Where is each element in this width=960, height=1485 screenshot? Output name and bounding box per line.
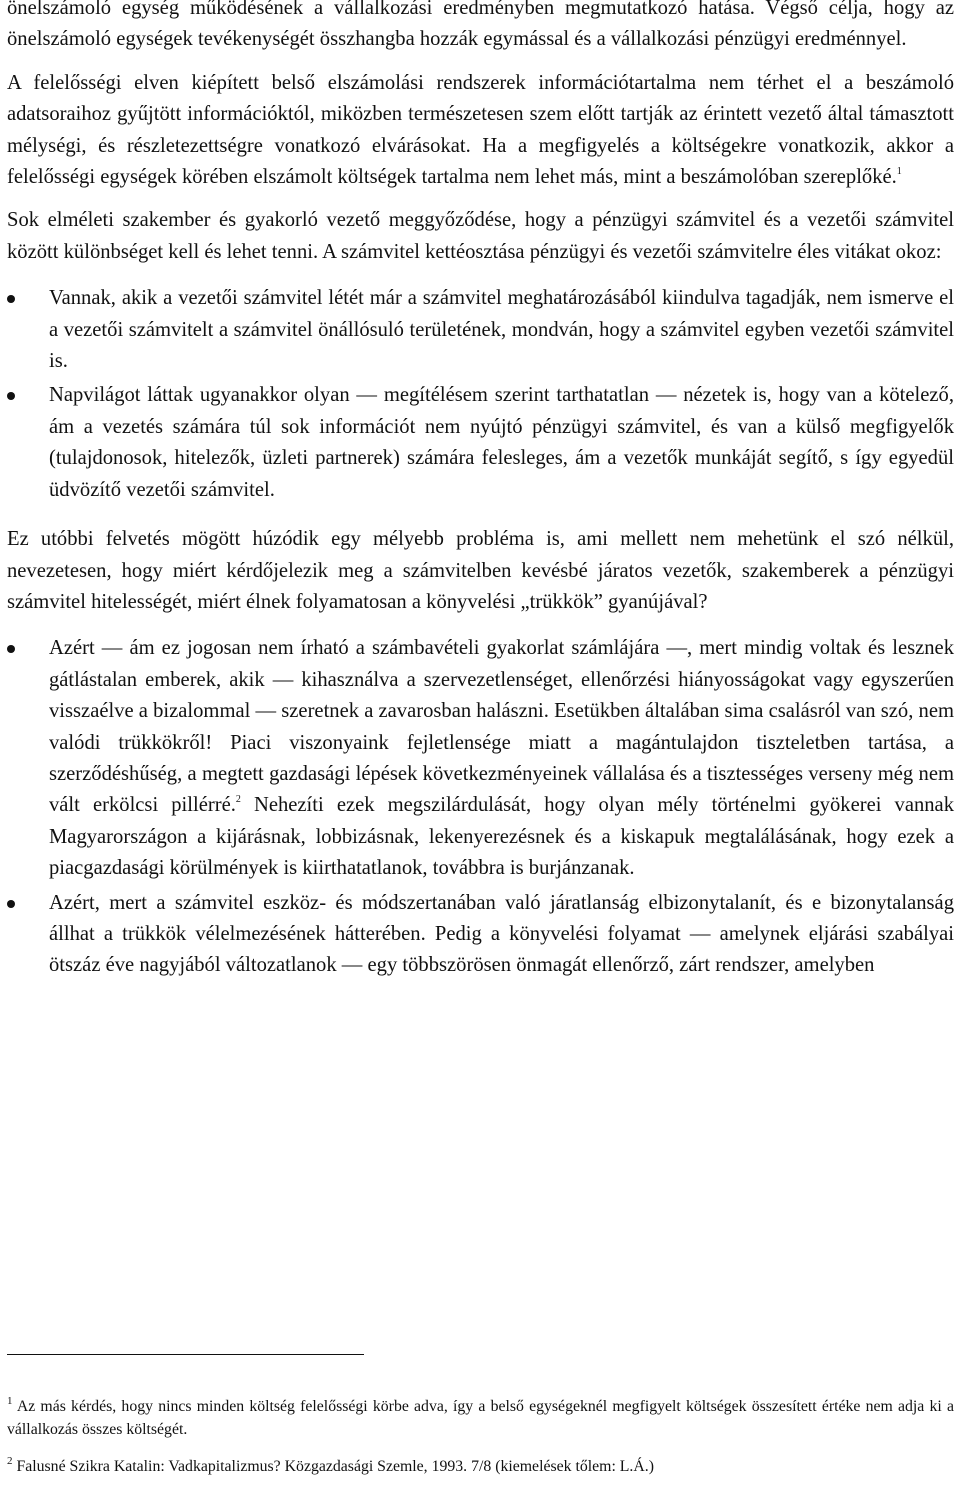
list-item <box>7 888 954 982</box>
footnotes <box>7 1395 954 1478</box>
paragraph-text: A felelősségi elven kiépített belső elszámolási rendszerek információtartalma nem térhet el a beszámoló adatsoraihoz gyűjtött információktól, miközben természetesen szem előtt tartják az érintett vezető által támasztott mélységi, és részletezettségre vonatkozó elvárásokat. Ha a megfigyelés a költségekre vonatkozik, akkor a felelősségi egységek körében elszámolt költségek tartalma nem lehet más, mint a beszámolóban szereplőké. <box>7 71 954 189</box>
list-item-text: Azért, mert a számvitel eszköz- és módszertanában való járatlanság elbizonytalanít, és e bizonytalanság állhat a trükkök vélelmezésének hátterében. Pedig a könyvelési folyamat — amelynek eljárási szabályai ötszáz éve nagyjából változatlanok — egy többszörösen önmagát ellenőrző, zárt rendszer, amelyben <box>49 891 954 977</box>
paragraph-intro: önelszámoló egység működésének a vállalkozási eredményben megmutatkozó hatása. Végső célja, hogy az önelszámoló egységek tevékenységét összhangba hozzák egymással és a vállalkozási pénzügyi eredménnyel. <box>7 0 954 51</box>
bullet-list-views <box>7 283 954 506</box>
list-item-text: Azért — ám ez jogosan nem írható a számbavételi gyakorlat számlájára —, mert mindig voltak és lesznek gátlástalan emberek, akik — kihasználva a szervezetlenséget, ellenőrzési hiányosságokat vagy egyszerűen visszaélve a bizalommal — szeretnek a zavarosban halászni. Esetükben általában sima csalásról van szó, nem valódi trükkökről! Piaci viszonyaink fejletlensége miatt a magántulajdon tiszteletben tartása, a szerződéshűség, a megtett gazdasági lépések következményeinek vállalása és a tisztességes verseny még nem vált erkölcsi pillérré. <box>49 637 954 817</box>
list-item <box>7 283 954 377</box>
footnote-1 <box>7 1395 954 1441</box>
bullet-list-reasons <box>7 633 954 981</box>
footnote-ref-2[interactable]: 2 <box>235 794 241 806</box>
list-item-text: Napvilágot láttak ugyanakkor olyan — megítélésem szerint tarthatatlan — nézetek is, hogy van a kötelező, ám a vezetés számára túl sok információt nem nyújtó pénzügyi számvitel, és van a külső megfigyelők (tulajdonosok, hitelezők, üzleti partnerek) számára felesleges, ám a vezetők munkáját segítő, s így egyedül üdvözítő vezetői számvitel. <box>49 384 954 501</box>
paragraph-problem: Ez utóbbi felvetés mögött húzódik egy mélyebb probléma is, ami mellett nem mehetünk el szó nélkül, nevezetesen, hogy miért kérdőjelezik meg a számvitelben kevésbé járatos vezetők, szakemberek a pénzügyi számvitel hitelességét, miért élnek folyamatosan a könyvelési „trükkök” gyanújával? <box>7 528 954 613</box>
footnote-number: 2 <box>7 1455 13 1467</box>
footnote-ref-1[interactable]: 1 <box>896 166 902 178</box>
list-item-text: Vannak, akik a vezetői számvitel létét már a számvitel meghatározásából kiindulva tagadják, nem ismerve el a vezetői számvitelt a számvitel önállósuló területének, mondván, hogy a számvitel egyben vezetői számvitel is. <box>49 287 954 373</box>
bullet-icon <box>7 645 15 653</box>
paragraph-experts: Sok elméleti szakember és gyakorló vezető meggyőződése, hogy a pénzügyi számvitel és a vezetői számvitel között különbséget kell és lehet tenni. A számvitel kettéosztása pénzügyi és vezetői számvitelre éles vitákat okoz: <box>7 209 954 263</box>
footnote-text: Az más kérdés, hogy nincs minden költség felelősségi körbe adva, így a belső egységeknél megfigyelt költségek összesített értéke nem adja ki a vállalkozás összes költségét. <box>7 1398 954 1438</box>
list-item <box>7 633 954 884</box>
footnote-separator <box>7 1354 364 1355</box>
list-item-text-continued: Nehezíti ezek megszilárdulását, hogy olyan mély történelmi gyökerei vannak Magyarországon a kijárásnak, lobbizásnak, lekenyerezésnek és a kiskapuk megtalálásának, hogy ezek a piacgazdasági körülmények is kiirthatatlanok, továbbra is burjánzanak. <box>49 794 954 880</box>
document-page <box>7 0 954 982</box>
paragraph-responsibility <box>7 68 954 194</box>
bullet-icon <box>7 392 15 400</box>
footnote-text: Falusné Szikra Katalin: Vadkapitalizmus? Közgazdasági Szemle, 1993. 7/8 (kiemelések tőlem: L.Á.) <box>12 1458 655 1475</box>
footnote-number: 1 <box>7 1395 13 1407</box>
footnote-2 <box>7 1455 954 1478</box>
list-item <box>7 380 954 506</box>
bullet-icon <box>7 295 15 303</box>
bullet-icon <box>7 900 15 908</box>
